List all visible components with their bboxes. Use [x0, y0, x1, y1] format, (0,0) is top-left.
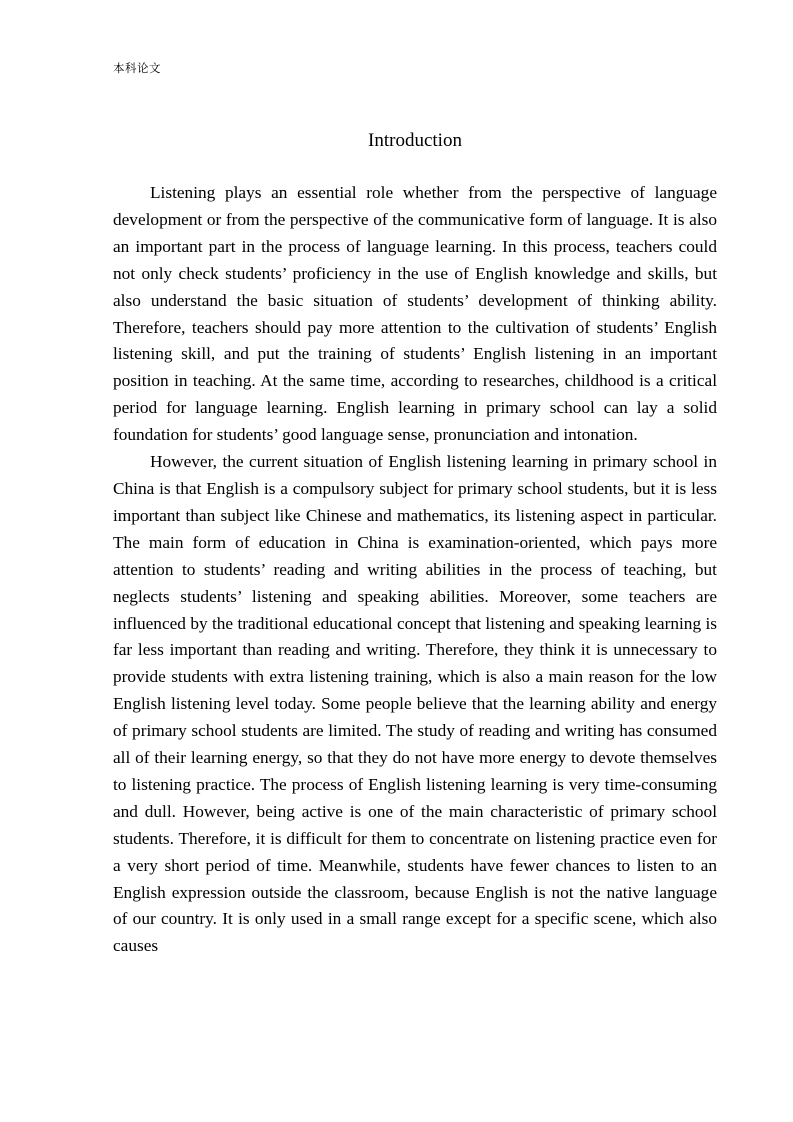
- paragraph-1: Listening plays an essential role whether from the perspective of language development or from the perspective of the communicative form of language. It is also an important part in the process of language learning. In this process, teachers could not only check students’ proficiency in the use of English knowledge and skills, but also understand the basic situation of students’ development of thinking ability. Therefore, teachers should pay more attention to the cultivation of students’ English listening skill, and put the training of students’ English listening in an important position in teaching. At the same time, according to researches, childhood is a critical period for language learning. English learning in primary school can lay a solid foundation for students’ good language sense, pronunciation and intonation.: [113, 183, 717, 445]
- section-title: Introduction: [368, 130, 462, 151]
- paragraph-2: However, the current situation of English listening learning in primary school in China is that English is a compulsory subject for primary school students, but it is less important than subject like Chinese and mathematics, its listening aspect in particular. The main form of education in China is examination-oriented, which pays more attention to students’ reading and writing abilities in the process of teaching, but neglects students’ listening and speaking abilities. Moreover, some teachers are influenced by the traditional educational concept that listening and speaking learning is far less important than reading and writing. Therefore, they think it is unnecessary to provide students with extra listening training, which is also a main reason for the low English listening level today. Some people believe that the learning ability and energy of primary school students are limited. The study of reading and writing has consumed all of their learning energy, so that they do not have more energy to devote themselves to listening practice. The process of English listening learning is very time-consuming and dull. However, being active is one of the main characteristic of primary school students. Therefore, it is difficult for them to concentrate on listening practice even for a very short period of time. Meanwhile, students have fewer chances to listen to an English expression outside the classroom, because English is not the native language of our country. It is only used in a small range except for a specific scene, which also causes: [113, 452, 717, 956]
- running-header: 本科论文: [113, 61, 161, 75]
- body-text: [113, 180, 717, 960]
